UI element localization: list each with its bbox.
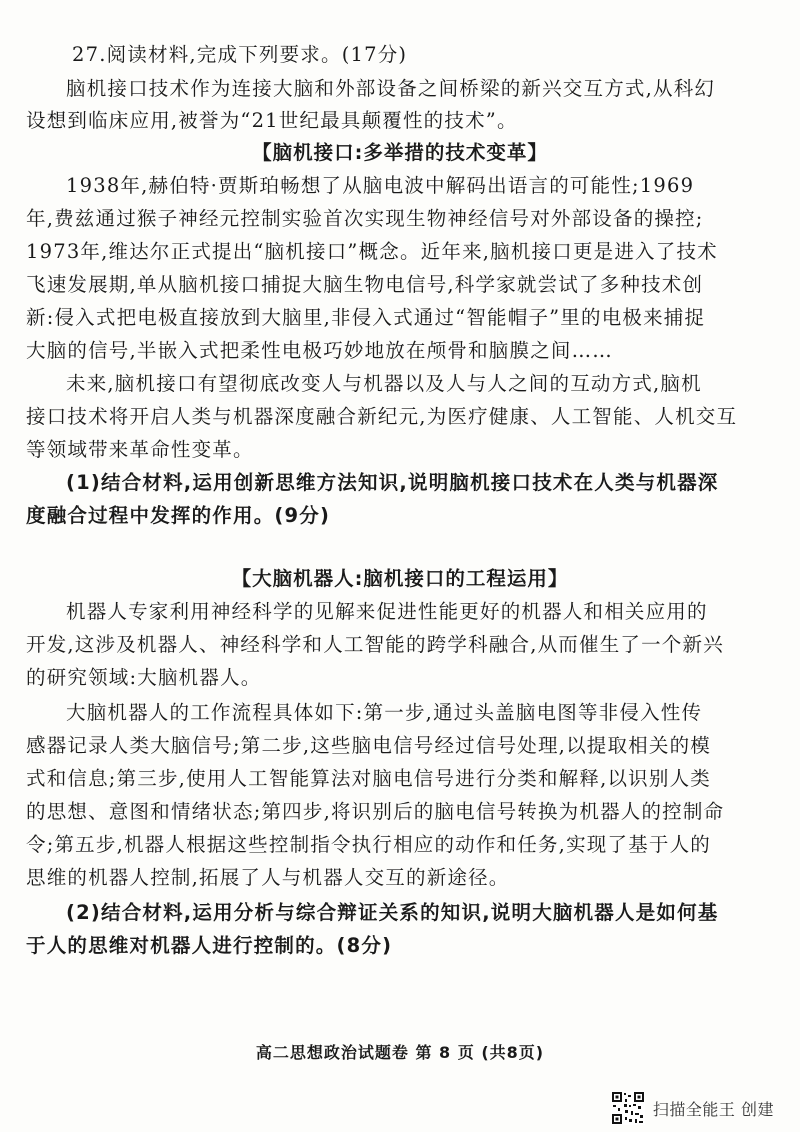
section-title: 【脑机接口:多举措的技术变革】: [252, 141, 548, 164]
paragraph-line: 1938年,赫伯特·贾斯珀畅想了从脑电波中解码出语言的可能性;1969: [66, 174, 695, 197]
task-line: (2)结合材料,运用分析与综合辩证关系的知识,说明大脑机器人是如何基: [66, 901, 719, 924]
paragraph-line: 感器记录人类大脑信号;第二步,这些脑电信号经过信号处理,以提取相关的模: [26, 734, 711, 757]
paragraph-line: 开发,这涉及机器人、神经科学和人工智能的跨学科融合,从而催生了一个新兴: [26, 633, 724, 656]
paragraph-line: 令;第五步,机器人根据这些控制指令执行相应的动作和任务,实现了基于人的: [26, 833, 711, 856]
paragraph-line: 的研究领域:大脑机器人。: [26, 666, 262, 689]
scanner-watermark: [611, 1088, 774, 1128]
intro-line: 脑机接口技术作为连接大脑和外部设备之间桥梁的新兴交互方式,从科幻: [66, 77, 716, 100]
paragraph-line: 思维的机器人控制,拓展了人与机器人交互的新途径。: [26, 866, 510, 889]
paragraph-line: 的思想、意图和情绪状态;第四步,将识别后的脑电信号转换为机器人的控制命: [26, 800, 725, 823]
paragraph-line: 1973年,维达尔正式提出“脑机接口”概念。近年来,脑机接口更是进入了技术: [26, 240, 718, 263]
watermark-text: 扫描全能王 创建: [652, 1099, 774, 1119]
task-line: 于人的思维对机器人进行控制的。(8分): [26, 934, 393, 957]
paragraph-line: 式和信息;第三步,使用人工智能算法对脑电信号进行分类和解释,以识别人类: [26, 767, 711, 790]
paragraph-line: 机器人专家利用神经科学的见解来促进性能更好的机器人和相关应用的: [66, 600, 708, 623]
intro-line: 设想到临床应用,被誉为“21世纪最具颠覆性的技术”。: [26, 109, 518, 132]
task-line: (1)结合材料,运用创新思维方法知识,说明脑机接口技术在人类与机器深: [66, 471, 719, 494]
paragraph-line: 大脑机器人的工作流程具体如下:第一步,通过头盖脑电图等非侵入性传: [66, 701, 703, 724]
paragraph-line: 等领域带来革命性变革。: [26, 438, 254, 461]
paragraph-line: 年,费兹通过猴子神经元控制实验首次实现生物神经信号对外部设备的操控;: [26, 207, 704, 230]
paragraph-line: 接口技术将开启人类与机器深度融合新纪元,为医疗健康、人工智能、人机交互: [26, 405, 738, 428]
task-line: 度融合过程中发挥的作用。(9分): [26, 504, 331, 527]
paragraph-line: 大脑的信号,半嵌入式把柔性电极巧妙地放在颅骨和脑膜之间……: [26, 339, 613, 362]
paragraph-line: 未来,脑机接口有望彻底改变人与机器以及人与人之间的互动方式,脑机: [66, 372, 702, 395]
paragraph-line: 飞速发展期,单从脑机接口捕捉大脑生物电信号,科学家就尝试了多种技术创: [26, 273, 704, 296]
question-header: 27.阅读材料,完成下列要求。(17分): [72, 43, 408, 66]
paragraph-line: 新:侵入式把电极直接放到大脑里,非侵入式通过“智能帽子”里的电极来捕捉: [26, 306, 706, 329]
qr-code-icon: [611, 1091, 645, 1125]
section-title: 【大脑机器人:脑机接口的工程运用】: [231, 567, 569, 590]
page-footer: 高二思想政治试题卷 第 8 页 (共8页): [255, 1043, 545, 1062]
